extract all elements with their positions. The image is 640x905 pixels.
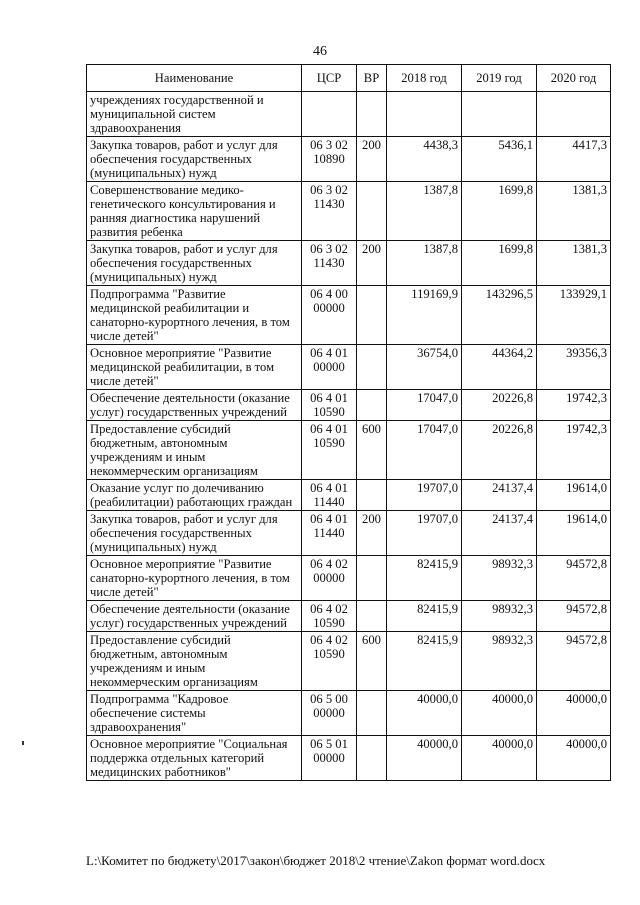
row-vr: 600 <box>357 421 387 480</box>
header-2019: 2019 год <box>462 65 537 92</box>
row-2020: 19614,0 <box>537 480 611 511</box>
row-2020: 40000,0 <box>537 691 611 736</box>
scan-speck <box>22 741 24 745</box>
row-vr <box>357 480 387 511</box>
row-2019: 5436,1 <box>462 137 537 182</box>
row-vr <box>357 182 387 241</box>
row-csr: 06 4 02 10590 <box>302 632 357 691</box>
row-2018: 40000,0 <box>387 691 462 736</box>
row-2019: 1699,8 <box>462 182 537 241</box>
row-vr <box>357 691 387 736</box>
row-2018: 4438,3 <box>387 137 462 182</box>
row-csr: 06 4 01 11440 <box>302 511 357 556</box>
row-2019: 44364,2 <box>462 345 537 390</box>
row-2019: 24137,4 <box>462 480 537 511</box>
row-csr: 06 3 02 10890 <box>302 137 357 182</box>
row-2020: 94572,8 <box>537 632 611 691</box>
page-number: 46 <box>313 44 327 59</box>
row-2020: 19742,3 <box>537 421 611 480</box>
row-csr: 06 3 02 11430 <box>302 241 357 286</box>
row-2020: 19742,3 <box>537 390 611 421</box>
row-name: Предоставление субсидий бюджетным, автономным учреждениям и иным некоммерческим организациям <box>87 421 302 480</box>
row-2018: 82415,9 <box>387 601 462 632</box>
row-vr <box>357 390 387 421</box>
row-csr: 06 4 02 10590 <box>302 601 357 632</box>
row-name: Основное мероприятие "Развитие санаторно-курортного лечения, в том числе детей" <box>87 556 302 601</box>
row-2019: 24137,4 <box>462 511 537 556</box>
row-2019: 40000,0 <box>462 691 537 736</box>
row-2019: 98932,3 <box>462 601 537 632</box>
row-name: Обеспечение деятельности (оказание услуг) государственных учреждений <box>87 601 302 632</box>
row-2020: 133929,1 <box>537 286 611 345</box>
row-vr: 200 <box>357 137 387 182</box>
table-row <box>87 556 611 601</box>
row-csr: 06 3 02 11430 <box>302 182 357 241</box>
row-vr <box>357 601 387 632</box>
footer-file-path: L:\Комитет по бюджету\2017\закон\бюджет 2018\2 чтение\Zakon формат word.docx <box>86 853 546 868</box>
row-2018: 40000,0 <box>387 736 462 781</box>
row-2019: 143296,5 <box>462 286 537 345</box>
row-2018: 19707,0 <box>387 511 462 556</box>
table-row <box>87 736 611 781</box>
row-2019: 40000,0 <box>462 736 537 781</box>
table-row <box>87 480 611 511</box>
row-name: Совершенствование медико-генетического консультирования и ранняя диагностика нарушений развития ребенка <box>87 182 302 241</box>
table-row <box>87 182 611 241</box>
table-row <box>87 601 611 632</box>
header-vr: ВР <box>357 65 387 92</box>
row-2018: 82415,9 <box>387 632 462 691</box>
header-name: Наименование <box>87 65 302 92</box>
row-2019: 20226,8 <box>462 390 537 421</box>
row-2018: 82415,9 <box>387 556 462 601</box>
row-csr: 06 4 01 00000 <box>302 345 357 390</box>
table-row <box>87 241 611 286</box>
header-2018: 2018 год <box>387 65 462 92</box>
row-2020: 4417,3 <box>537 137 611 182</box>
table-row <box>87 137 611 182</box>
table-header-row <box>87 65 611 92</box>
table-row <box>87 345 611 390</box>
row-vr <box>357 556 387 601</box>
row-2020: 94572,8 <box>537 556 611 601</box>
table-row <box>87 390 611 421</box>
row-vr <box>357 345 387 390</box>
row-csr: 06 4 01 10590 <box>302 390 357 421</box>
row-2018: 1387,8 <box>387 182 462 241</box>
row-csr: 06 4 00 00000 <box>302 286 357 345</box>
row-csr: 06 4 01 11440 <box>302 480 357 511</box>
row-name: Предоставление субсидий бюджетным, автономным учреждениям и иным некоммерческим организациям <box>87 632 302 691</box>
budget-table <box>86 64 611 781</box>
row-2020: 1381,3 <box>537 182 611 241</box>
row-name: Основное мероприятие "Развитие медицинской реабилитации, в том числе детей" <box>87 345 302 390</box>
row-name: Обеспечение деятельности (оказание услуг) государственных учреждений <box>87 390 302 421</box>
row-2020: 1381,3 <box>537 241 611 286</box>
row-2018: 19707,0 <box>387 480 462 511</box>
table-row <box>87 691 611 736</box>
row-name: Оказание услуг по долечиванию (реабилитации) работающих граждан <box>87 480 302 511</box>
row-2018: 1387,8 <box>387 241 462 286</box>
row-2020: 19614,0 <box>537 511 611 556</box>
row-2019: 1699,8 <box>462 241 537 286</box>
row-vr: 200 <box>357 241 387 286</box>
row-name: Закупка товаров, работ и услуг для обеспечения государственных (муниципальных) нужд <box>87 137 302 182</box>
row-name: Основное мероприятие "Социальная поддержка отдельных категорий медицинских работников" <box>87 736 302 781</box>
row-2018: 17047,0 <box>387 421 462 480</box>
row-name: Подпрограмма "Кадровое обеспечение системы здравоохранения" <box>87 691 302 736</box>
header-csr: ЦСР <box>302 65 357 92</box>
row-name: Подпрограмма "Развитие медицинской реабилитации и санаторно-курортного лечения, в том числе детей" <box>87 286 302 345</box>
row-2018: 17047,0 <box>387 390 462 421</box>
table-row <box>87 421 611 480</box>
continuation-text: учреждениях государственной и муниципальной систем здравоохранения <box>87 92 302 137</box>
row-vr: 200 <box>357 511 387 556</box>
table-row <box>87 511 611 556</box>
row-csr: 06 5 01 00000 <box>302 736 357 781</box>
row-csr: 06 4 01 10590 <box>302 421 357 480</box>
row-vr <box>357 286 387 345</box>
row-2019: 98932,3 <box>462 556 537 601</box>
row-2020: 39356,3 <box>537 345 611 390</box>
row-2020: 94572,8 <box>537 601 611 632</box>
row-vr <box>357 736 387 781</box>
continuation-row <box>87 92 611 137</box>
row-name: Закупка товаров, работ и услуг для обеспечения государственных (муниципальных) нужд <box>87 511 302 556</box>
header-2020: 2020 год <box>537 65 611 92</box>
row-2019: 98932,3 <box>462 632 537 691</box>
row-vr: 600 <box>357 632 387 691</box>
row-csr: 06 5 00 00000 <box>302 691 357 736</box>
row-csr: 06 4 02 00000 <box>302 556 357 601</box>
row-2018: 36754,0 <box>387 345 462 390</box>
table-row <box>87 632 611 691</box>
row-name: Закупка товаров, работ и услуг для обеспечения государственных (муниципальных) нужд <box>87 241 302 286</box>
row-2018: 119169,9 <box>387 286 462 345</box>
row-2020: 40000,0 <box>537 736 611 781</box>
table-row <box>87 286 611 345</box>
row-2019: 20226,8 <box>462 421 537 480</box>
